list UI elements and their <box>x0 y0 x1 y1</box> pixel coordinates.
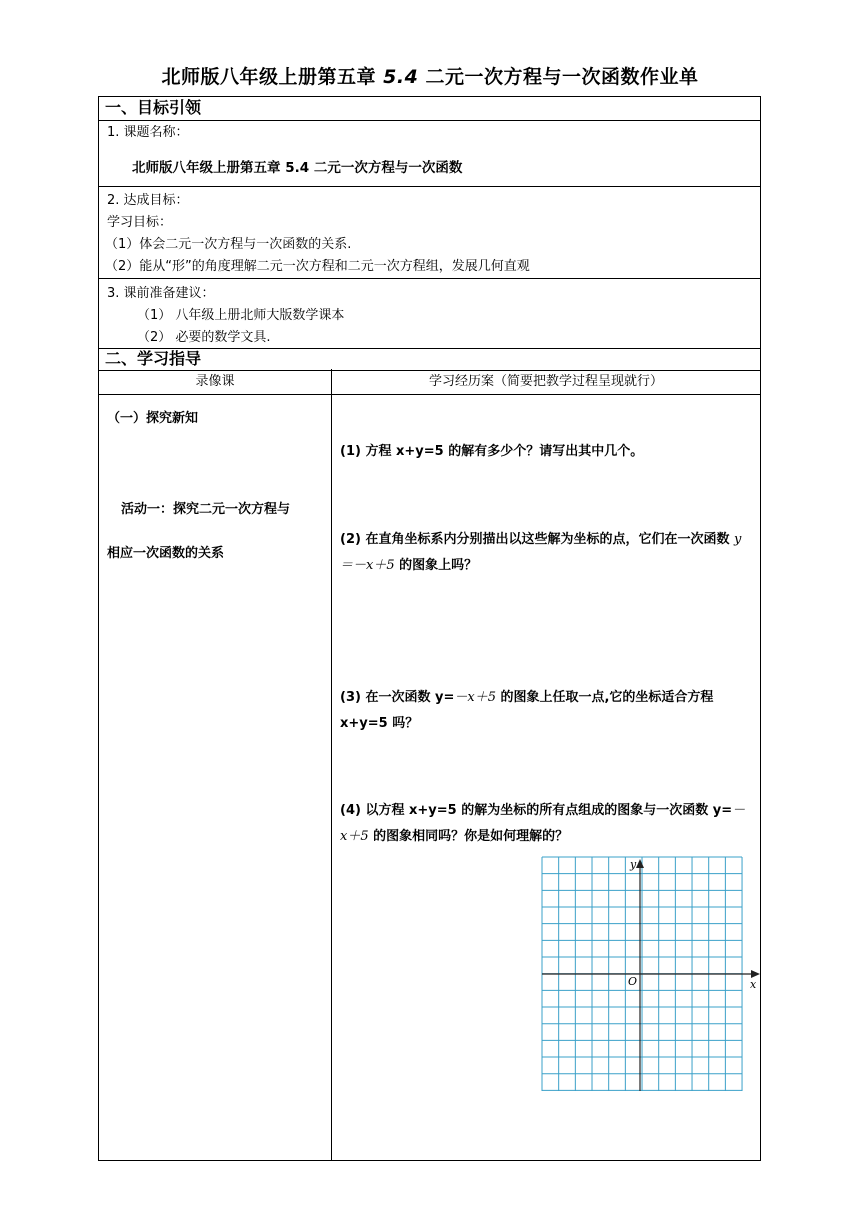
coordinate-grid <box>540 854 762 1094</box>
prep-item-2: （2） 必要的数学文具. <box>137 330 271 345</box>
goals-row <box>99 187 760 279</box>
question-3: (3) 在一次函数 y=－x＋5 的图象上任取一点,它的坐标适合方程 x+y=5 吗？ <box>340 690 714 731</box>
page-title: 北师版八年级上册第五章 5.4 二元一次方程与一次函数作业单 <box>161 66 699 88</box>
coordinate-grid-svg <box>540 854 762 1094</box>
col-header-left: 录像课 <box>195 374 235 389</box>
goal-1: （1）体会二元一次方程与一次函数的关系. <box>105 237 352 252</box>
prep-item-1: （1） 八年级上册北师大版数学课本 <box>137 308 345 323</box>
x-axis-arrow <box>751 970 760 978</box>
course-name-row <box>99 121 760 187</box>
part-heading: （一）探究新知 <box>107 411 199 426</box>
goal-2: （2）能从“形”的角度理解二元一次方程和二元一次方程组，发展几何直观 <box>105 259 530 274</box>
formula-linear-function: －x＋5 <box>340 803 746 844</box>
x-axis-label: x <box>750 978 757 991</box>
activity-title-line1: 活动一：探究二元一次方程与 <box>121 502 291 517</box>
section2-header: 二、学习指导 <box>99 349 760 371</box>
column-header-row <box>99 371 760 395</box>
question-2: (2) 在直角坐标系内分别描出以这些解为坐标的点，它们在一次函数 y＝－x＋5 的图象上吗？ <box>340 532 742 573</box>
formula-linear-function: －x＋5 <box>454 690 496 705</box>
item3-label: 3. 课前准备建议： <box>107 286 215 301</box>
prep-row <box>99 279 760 349</box>
section1-header: 一、目标引领 <box>99 97 760 121</box>
question-1: (1) 方程 x+y=5 的解有多少个？请写出其中几个。 <box>340 444 644 459</box>
goals-heading: 学习目标： <box>107 215 173 230</box>
course-name: 北师版八年级上册第五章 5.4 二元一次方程与一次函数 <box>132 160 463 176</box>
col-header-right: 学习经历案（简要把教学过程呈现就行） <box>428 374 663 389</box>
y-axis-arrow <box>636 859 644 868</box>
question-4: (4) 以方程 x+y=5 的解为坐标的所有点组成的图象与一次函数 y=－x＋5 的图象相同吗？你是如何理解的？ <box>340 803 746 844</box>
item1-label: 1. 课题名称： <box>107 125 189 140</box>
origin-label: O <box>628 975 638 988</box>
formula-linear-function: y＝－x＋5 <box>340 532 742 573</box>
y-axis-label: y <box>630 858 637 871</box>
activity-title-line2: 相应一次函数的关系 <box>107 546 225 561</box>
item2-label: 2. 达成目标： <box>107 193 189 208</box>
